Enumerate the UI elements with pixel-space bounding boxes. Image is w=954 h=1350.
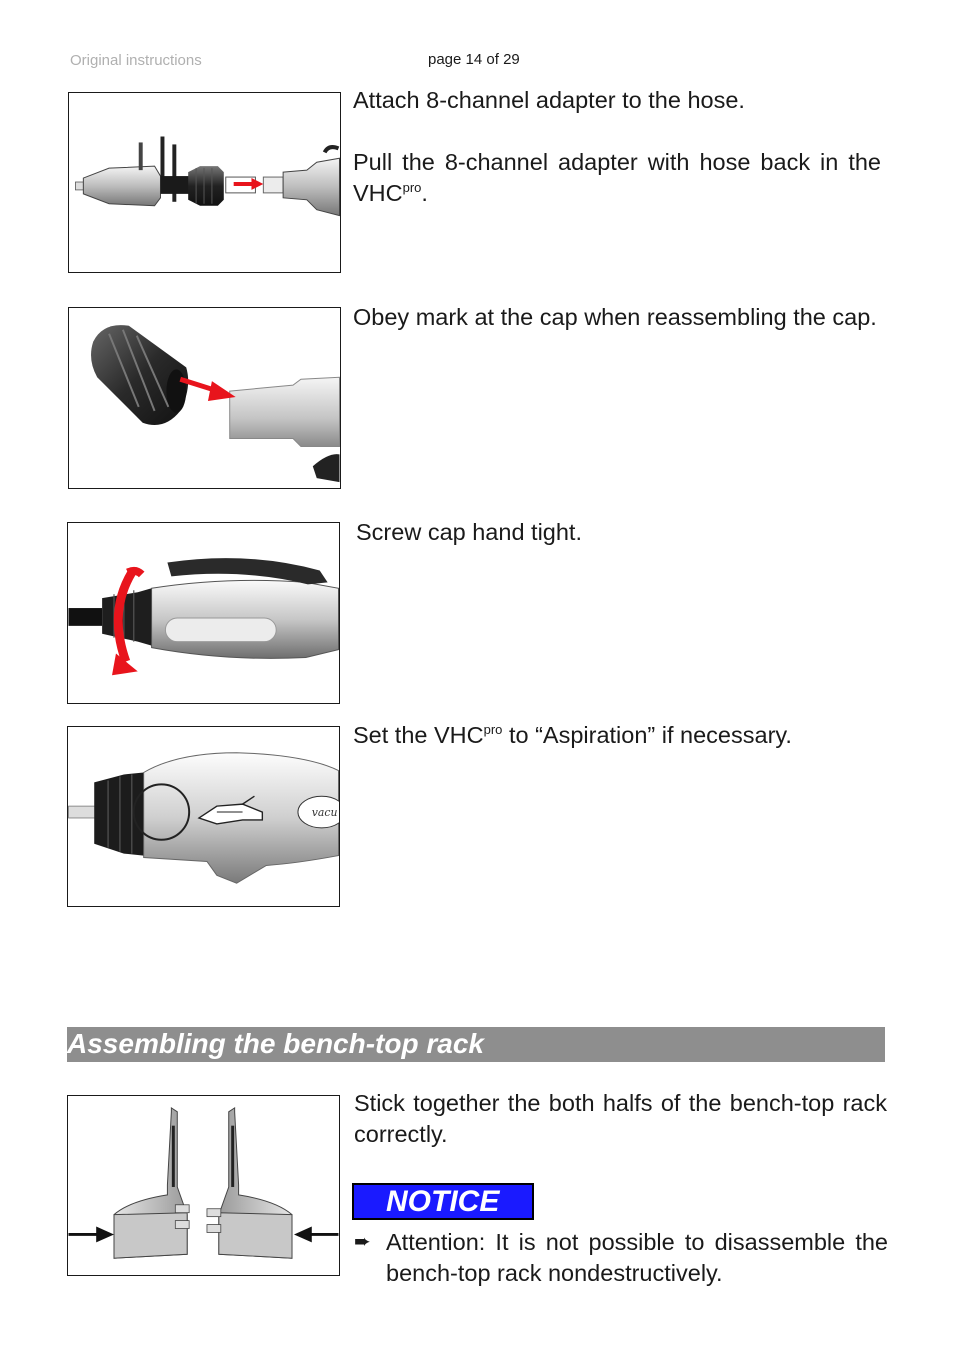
set-vhc-pre: Set the VHC bbox=[353, 722, 484, 748]
notice-label: NOTICE bbox=[386, 1185, 500, 1218]
step-text-set-aspiration bbox=[353, 720, 884, 751]
superscript-pro: pro bbox=[402, 180, 422, 195]
section-heading-bar bbox=[67, 1027, 885, 1062]
step-text-pull-back bbox=[353, 147, 881, 209]
pull-back-period: . bbox=[421, 180, 428, 206]
figure-cap-mark bbox=[68, 307, 341, 489]
step-text-obey-mark: Obey mark at the cap when reassembling the cap. bbox=[353, 304, 877, 330]
step-set-aspiration-text bbox=[353, 720, 884, 751]
notice-badge bbox=[352, 1183, 534, 1220]
superscript-pro: pro bbox=[483, 722, 503, 737]
document-type-label: Original instructions bbox=[70, 52, 202, 69]
step-cap-mark-text bbox=[353, 302, 884, 333]
section-title: Assembling the bench-top rack bbox=[67, 1028, 484, 1059]
arrow-right-icon: ➨ bbox=[354, 1231, 371, 1253]
step-screw-cap-text bbox=[356, 517, 884, 548]
figure-set-aspiration bbox=[67, 726, 340, 907]
step-text-stick-together: Stick together the both halfs of the bench-top rack correctly. bbox=[354, 1090, 887, 1147]
device-label-vacu: vacu bbox=[311, 806, 338, 820]
step-attach-adapter-text bbox=[353, 85, 881, 209]
bench-top-rack-illustration bbox=[68, 1096, 339, 1275]
figure-bench-top-rack bbox=[67, 1095, 340, 1276]
rack-step-text bbox=[354, 1088, 887, 1150]
attention-note bbox=[354, 1227, 888, 1289]
pull-back-main: Pull the 8-channel adapter with hose back in the VHC bbox=[353, 149, 881, 206]
figure-attach-adapter bbox=[68, 92, 341, 273]
figure-screw-cap bbox=[67, 522, 340, 704]
cap-mark-illustration bbox=[69, 308, 340, 488]
adapter-hose-illustration bbox=[69, 93, 340, 272]
aspiration-setting-illustration bbox=[68, 727, 339, 906]
attention-text: Attention: It is not possible to disassemble the bench-top rack nondestructively. bbox=[386, 1229, 888, 1286]
set-vhc-post: to “Aspiration” if necessary. bbox=[502, 722, 792, 748]
page-number: page 14 of 29 bbox=[428, 51, 520, 68]
step-text-attach: Attach 8-channel adapter to the hose. bbox=[353, 87, 745, 113]
step-text-screw: Screw cap hand tight. bbox=[356, 519, 582, 545]
screw-cap-illustration bbox=[68, 523, 339, 703]
